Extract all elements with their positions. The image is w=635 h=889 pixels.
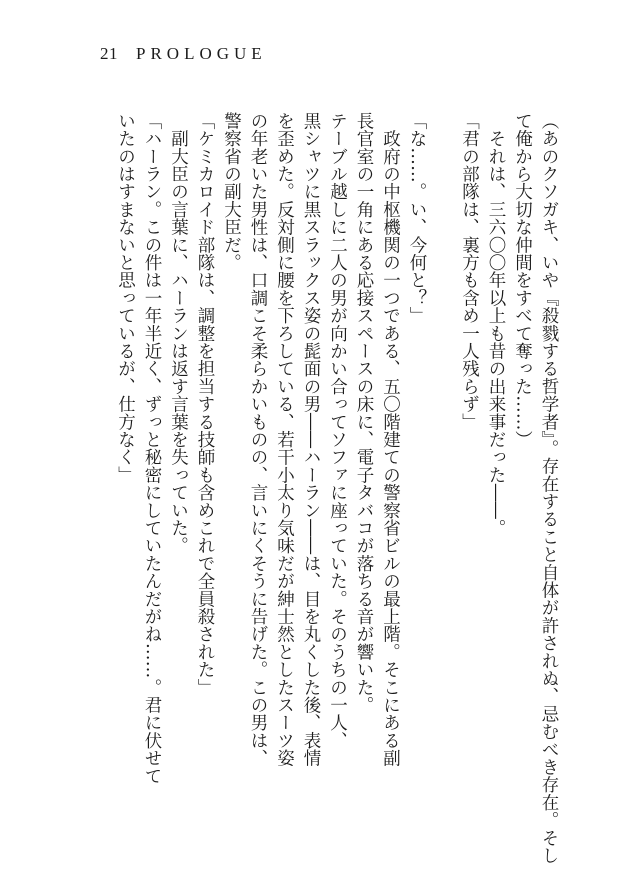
page-number: 21 xyxy=(100,44,118,63)
running-head xyxy=(100,44,267,64)
text-line: を歪めた。反対側に腰を下ろしている、若干小太り気味だが紳士然としたスーツ姿 xyxy=(274,112,295,767)
chapter-title: PROLOGUE xyxy=(136,44,267,63)
text-line: の年老いた男性は、口調こそ柔らかいものの、言いにくそうに告げた。この男は、 xyxy=(248,112,268,767)
text-line: 政府の中枢機関の一つである、五〇階建ての警察省ビルの最上階。そこにある副 xyxy=(380,112,401,767)
text-line: 警察省の副大臣だ。 xyxy=(221,112,242,272)
text-line: テーブル越しに二人の男が向かい合ってソファに座っていた。そのうちの一人、 xyxy=(327,112,348,750)
text-line: 「ケミカロイド部隊は、調整を担当する技師も含めこれで全員殺された」 xyxy=(195,112,215,697)
text-line: 副大臣の言葉に、ハーランは返す言葉を失っていた。 xyxy=(168,112,189,555)
text-line: 「君の部隊は、裏方も含め一人残らず」 xyxy=(459,112,480,431)
text-line: 「ハーラン。この件は一年半近く、ずっと秘密にしていたんだがね……。君に伏せて xyxy=(142,112,162,785)
text-line: いたのはすまないと思っているが、仕方なく」 xyxy=(115,112,136,484)
vertical-body-text xyxy=(92,112,562,865)
text-line: て俺から大切な仲間をすべて奪った……） xyxy=(512,112,533,449)
text-line: それは、三六〇〇年以上も昔の出来事だった――。 xyxy=(486,112,506,537)
text-line: （あのクソガキ、いや『殺戮する哲学者』。存在すること自体が許されぬ、忌むべき存在。そし xyxy=(539,112,559,865)
text-line: 黒シャツに黒スラックス姿の髭面の男――ハーラン――は、目を丸くした後、表情 xyxy=(301,112,321,767)
text-line: 「な……。い、今何と？」 xyxy=(407,112,427,325)
text-line: 長官室の一角にある応接スペースの床に、電子タバコが落ちる音が響いた。 xyxy=(354,112,374,714)
